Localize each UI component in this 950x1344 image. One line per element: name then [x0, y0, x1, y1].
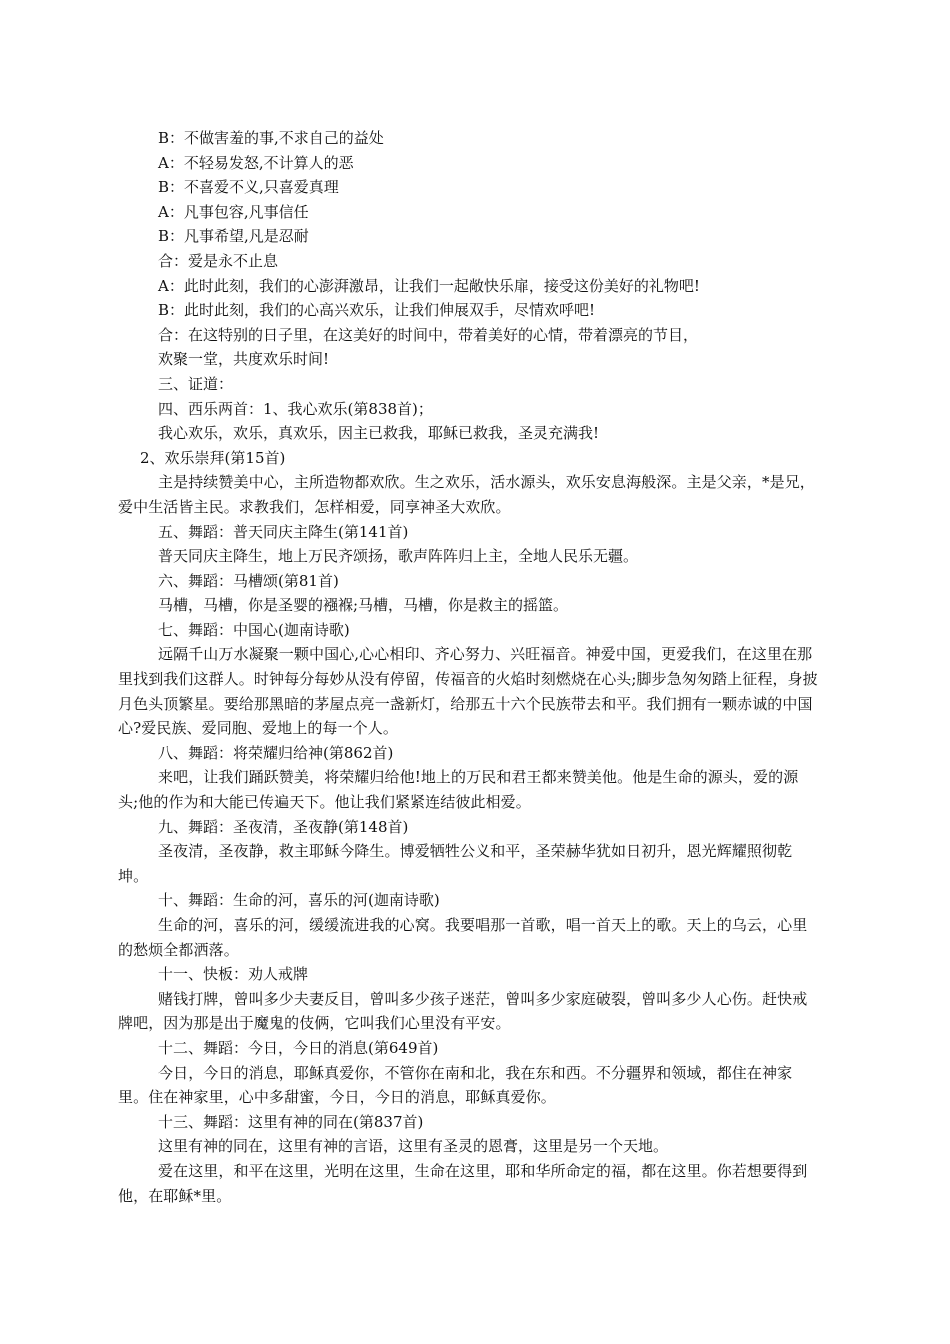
section-heading: 十二、舞蹈：今日，今日的消息(第649首)	[158, 1038, 439, 1057]
section-heading: 十一、快板：劝人戒牌	[158, 965, 309, 984]
dialogue-line-a: A：此时此刻，我们的心澎湃激昂，让我们一起敞快乐扉，接受这份美好的礼物吧!	[158, 276, 700, 295]
lyrics-paragraph: 这里有神的同在，这里有神的言语，这里有圣灵的恩膏，这里是另一个天地。	[158, 1137, 669, 1156]
lyrics-paragraph: 今日，今日的消息，耶稣真爱你，不管你在南和北，我在东和西。不分疆界和领域，都住在神家里。住在神家里，心中多甜蜜，今日，今日的消息，耶稣真爱你。	[118, 1063, 793, 1107]
lyrics-paragraph: 主是持续赞美中心，主所造物都欢欣。生之欢乐，活水源头，欢乐安息海般深。主是父亲，*是兄，爱中生活皆主民。求教我们，怎样相爱，同享神圣大欢欣。	[118, 473, 815, 516]
document-body	[118, 126, 818, 1208]
lyrics-paragraph: 我心欢乐，欢乐，真欢乐，因主已救我，耶稣已救我，圣灵充满我!	[158, 424, 600, 443]
dialogue-line-b: B：凡事希望,凡是忍耐	[158, 227, 309, 246]
dialogue-line-continued: 欢聚一堂，共度欢乐时间!	[158, 350, 330, 369]
section-heading: 九、舞蹈：圣夜清，圣夜静(第148首)	[158, 817, 409, 836]
lyrics-paragraph: 圣夜清，圣夜静，救主耶稣今降生。博爱牺牲公义和平，圣荣赫华犹如日初升，恩光辉耀照彻乾坤。	[118, 842, 793, 885]
dialogue-line-b: B：此时此刻，我们的心高兴欢乐，让我们伸展双手，尽情欢呼吧!	[158, 301, 596, 320]
section-heading: 十、舞蹈：生命的河，喜乐的河(迦南诗歌)	[158, 891, 440, 910]
lyrics-paragraph: 赌钱打牌，曾叫多少夫妻反目，曾叫多少孩子迷茫，曾叫多少家庭破裂，曾叫多少人心伤。赶快戒牌吧，因为那是出于魔鬼的伎俩，它叫我们心里没有平安。	[118, 989, 808, 1033]
section-heading: 七、舞蹈：中国心(迦南诗歌)	[158, 620, 350, 639]
lyrics-paragraph: 爱在这里，和平在这里，光明在这里，生命在这里，耶和华所命定的福，都在这里。你若想要得到他，在耶稣*里。	[118, 1161, 808, 1205]
section-heading: 八、舞蹈：将荣耀归给神(第862首)	[158, 743, 394, 762]
lyrics-paragraph: 马槽，马槽，你是圣婴的襁褓;马槽，马槽，你是救主的摇篮。	[158, 596, 569, 615]
lyrics-paragraph: 远隔千山万水凝聚一颗中国心,心心相印、齐心努力、兴旺福音。神爱中国，更爱我们，在这里在那里找到我们这群人。时钟每分每妙从没有停留，传福音的火焰时刻燃烧在心头;脚步急匆匆踏上征程，身披月色头顶繁星。要给那黑暗的茅屋点亮一盏新灯，给那五十六个民族带去和平。我们拥有一颗赤诚的中国心?爱民族、爱同胞、爱地上的每一个人。	[118, 645, 818, 738]
section-heading: 六、舞蹈：马槽颂(第81首)	[158, 571, 339, 590]
dialogue-line-together: 合：爱是永不止息	[158, 251, 279, 270]
section-heading: 四、西乐两首：1、我心欢乐(第838首)；	[158, 399, 433, 418]
dialogue-line-together: 合：在这特别的日子里，在这美好的时间中，带着美好的心情，带着漂亮的节目，	[158, 325, 699, 344]
dialogue-line-b: B：不喜爱不义,只喜爱真理	[158, 178, 339, 197]
dialogue-line-a: A：凡事包容,凡事信任	[158, 202, 309, 221]
dialogue-line-b: B：不做害羞的事,不求自己的益处	[158, 129, 384, 147]
section-heading: 三、证道：	[158, 374, 234, 393]
lyrics-paragraph: 来吧，让我们踊跃赞美，将荣耀归给他!地上的万民和君王都来赞美他。他是生命的源头，爱的源头;他的作为和大能已传遍天下。他让我们紧紧连结彼此相爱。	[118, 768, 799, 812]
lyrics-paragraph: 普天同庆主降生，地上万民齐颂扬，歌声阵阵归上主，全地人民乐无疆。	[158, 547, 639, 566]
lyrics-paragraph: 生命的河，喜乐的河，缓缓流进我的心窝。我要唱那一首歌，唱一首天上的歌。天上的乌云，心里的愁烦全都洒落。	[118, 916, 808, 959]
section-heading: 2、欢乐崇拜(第15首)	[140, 448, 286, 467]
section-heading: 十三、舞蹈：这里有神的同在(第837首)	[158, 1112, 424, 1131]
section-heading: 五、舞蹈：普天同庆主降生(第141首)	[158, 522, 409, 541]
dialogue-line-a: A：不轻易发怒,不计算人的恶	[158, 153, 354, 172]
